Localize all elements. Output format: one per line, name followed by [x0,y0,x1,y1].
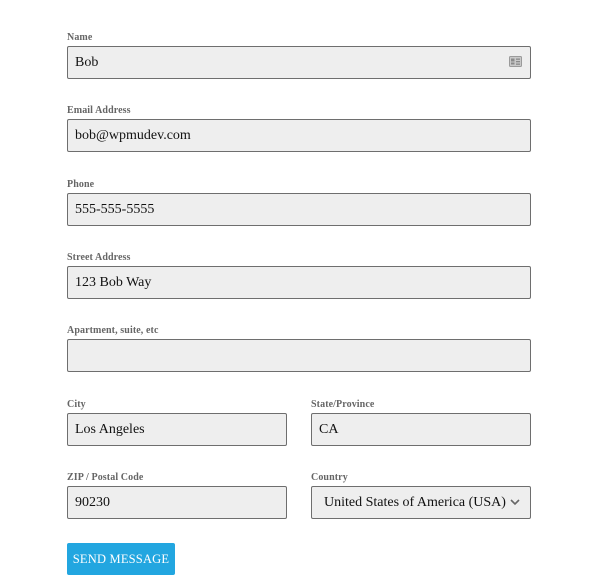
name-field-group [67,32,531,79]
zip-field-group [67,472,287,519]
name-label: Name [67,32,93,43]
street-address-label: Street Address [67,252,131,263]
email-input[interactable]: bob@wpmudev.com [67,119,531,152]
zip-label: ZIP / Postal Code [67,472,144,483]
state-label: State/Province [311,399,375,410]
apartment-field-group [67,325,531,372]
country-selected-value: United States of America (USA) [324,495,506,510]
phone-field-group [67,179,531,226]
email-field-group [67,105,531,152]
phone-label: Phone [67,179,95,190]
email-label: Email Address [67,105,131,116]
country-select[interactable] [311,486,531,519]
country-field-group [311,472,531,519]
apartment-input[interactable] [67,339,531,372]
contact-card-icon[interactable] [509,56,522,67]
chevron-down-icon [510,498,520,506]
country-label: Country [311,472,348,483]
name-input[interactable]: Bob [67,46,531,79]
city-input[interactable]: Los Angeles [67,413,287,446]
zip-input[interactable]: 90230 [67,486,287,519]
street-address-input[interactable]: 123 Bob Way [67,266,531,299]
state-field-group [311,399,531,446]
phone-input[interactable]: 555-555-5555 [67,193,531,226]
apartment-label: Apartment, suite, etc [67,325,159,336]
send-message-button[interactable]: SEND MESSAGE [67,543,175,575]
city-label: City [67,399,86,410]
street-address-field-group [67,252,531,299]
state-input[interactable]: CA [311,413,531,446]
city-field-group [67,399,287,446]
